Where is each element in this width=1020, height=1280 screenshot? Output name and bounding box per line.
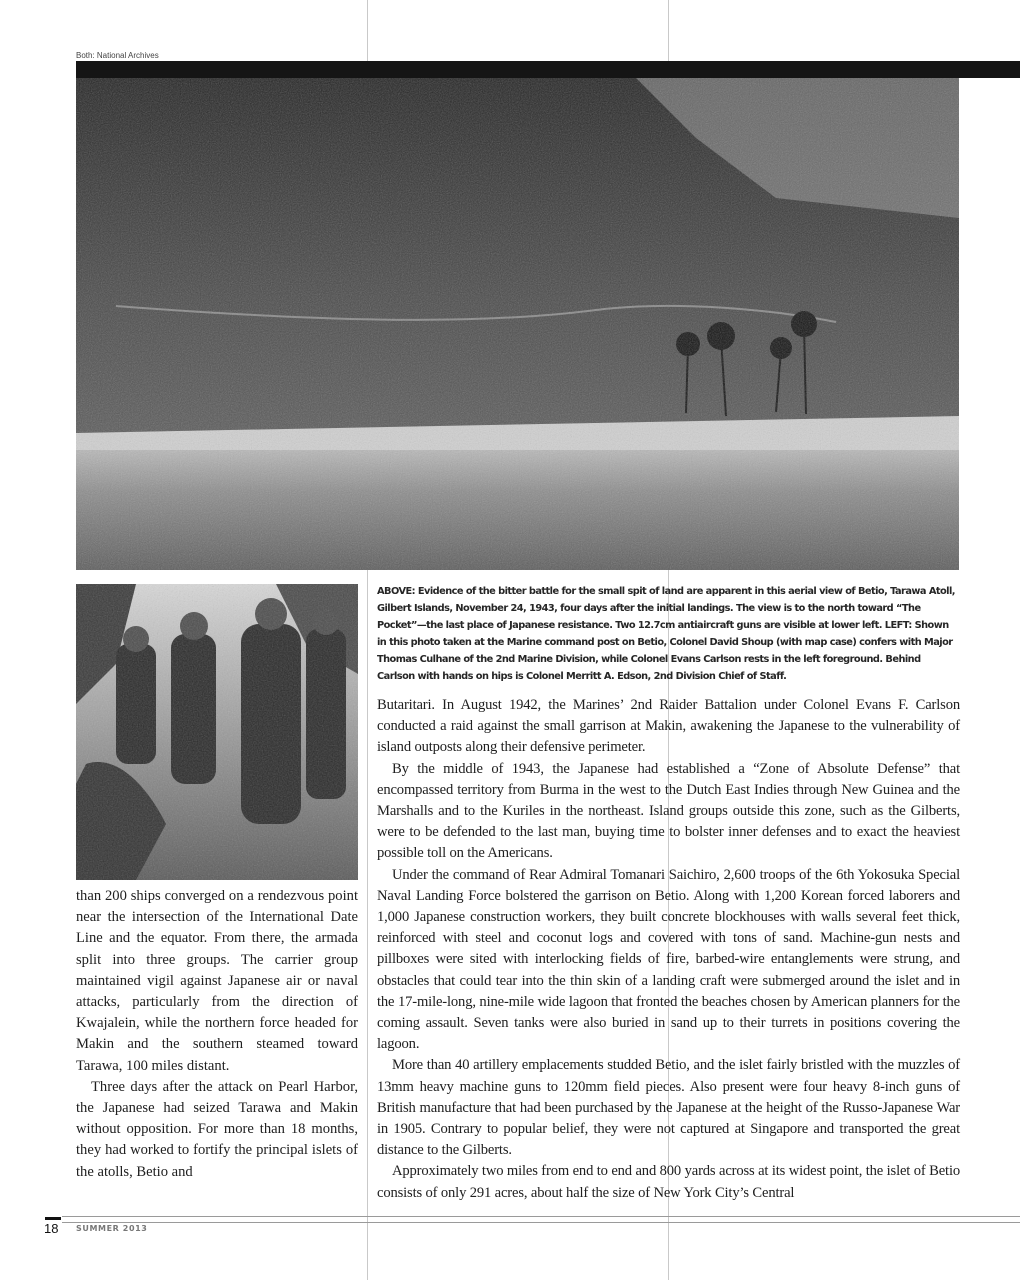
header-bar [76, 61, 1020, 78]
command-post-photo [76, 584, 358, 880]
paragraph: More than 40 artillery emplacements studded Betio, and the islet fairly bristled with the muzzles of 13mm heavy machine guns to 120mm field pieces. Also present were four heavy 8-inch guns of British manufacture that had been purchased by the Japanese at the height of the Russo-Japanese War in 1905. Contrary to popular belief, they were not captured at Singapore and transported the great distance to the Gilberts. [377, 1057, 960, 1159]
paragraph: Butaritari. In August 1942, the Marines’ 2nd Raider Battalion under Colonel Evans F. Carlson conducted a raid against the small garrison at Makin, awakening the Japanese to the vulnerability of island outposts along their defensive perimeter. [377, 697, 960, 756]
photo-caption: ABOVE: Evidence of the bitter battle for the small spit of land are apparent in this aerial view of Betio, Tarawa Atoll, Gilbert Islands, November 24, 1943, four days after the initial landings. The view is to the north toward “The Pocket”—the last place of Japanese resistance. Two 12.7cm antiaircraft guns are visible at lower left. LEFT: Shown in this photo taken at the Marine command post on Betio, Colonel David Shoup (with map case) confers with Major Thomas Culhane of the 2nd Marine Division, while Colonel Evans Carlson rests in the left foreground. Behind Carlson with hands on hips is Colonel Merritt A. Edson, 2nd Division Chief of Staff. [377, 586, 955, 682]
paragraph: Approximately two miles from end to end and 800 yards across at its widest point, the islet of Betio consists of only 291 acres, about half the size of New York City’s Central [377, 1163, 960, 1201]
page-number: 18 [44, 1221, 59, 1236]
right-column [377, 695, 960, 1204]
footer-rule [62, 1222, 1020, 1223]
aerial-photo [76, 78, 959, 570]
paragraph: Three days after the attack on Pearl Harbor, the Japanese had seized Tarawa and Makin without opposition. For more than 18 months, they had worked to fortify the principal islets of the atolls, Betio and [76, 1078, 358, 1180]
paragraph: than 200 ships converged on a rendezvous point near the intersection of the International Date Line and the equator. From there, the armada split into three groups. The carrier group maintained vigil against Japanese air or naval attacks, particularly from the direction of Kwajalein, while the northern force headed for Makin and the southern steamed toward Tarawa, 100 miles distant. [76, 888, 358, 1074]
folio-mark [45, 1217, 61, 1220]
issue-label: SUMMER 2013 [76, 1224, 148, 1233]
left-column [76, 886, 358, 1183]
paragraph: Under the command of Rear Admiral Tomanari Saichiro, 2,600 troops of the 6th Yokosuka Special Naval Landing Force bolstered the garrison on Betio. Along with 1,200 Korean forced laborers and 1,000 Japanese construction workers, they built concrete blockhouses with walls several feet thick, reinforced with steel and coconut logs and covered with tons of sand. Machine-gun nests and pillboxes were sited with interlocking fields of fire, barbed-wire entanglements were strung, and obstacles that could tear into the thin skin of a landing craft were submerged around the islet and in the 17-mile-long, nine-mile wide lagoon that fronted the beaches chosen by American planners for the coming assault. Seven tanks were also buried in sand up to their turrets in positions covering the lagoon. [377, 866, 960, 1053]
footer-rule [62, 1216, 1020, 1217]
paragraph: By the middle of 1943, the Japanese had established a “Zone of Absolute Defense” that encompassed territory from Burma in the west to the Dutch East Indies through New Guinea and the Marshalls and to the Kuriles in the northeast. Island groups outside this zone, such as the Gilberts, were to be defended to the last man, buying time to bolster inner defenses and to exact the heaviest possible toll on the Americans. [377, 760, 960, 862]
photo-credit: Both: National Archives [76, 51, 159, 60]
